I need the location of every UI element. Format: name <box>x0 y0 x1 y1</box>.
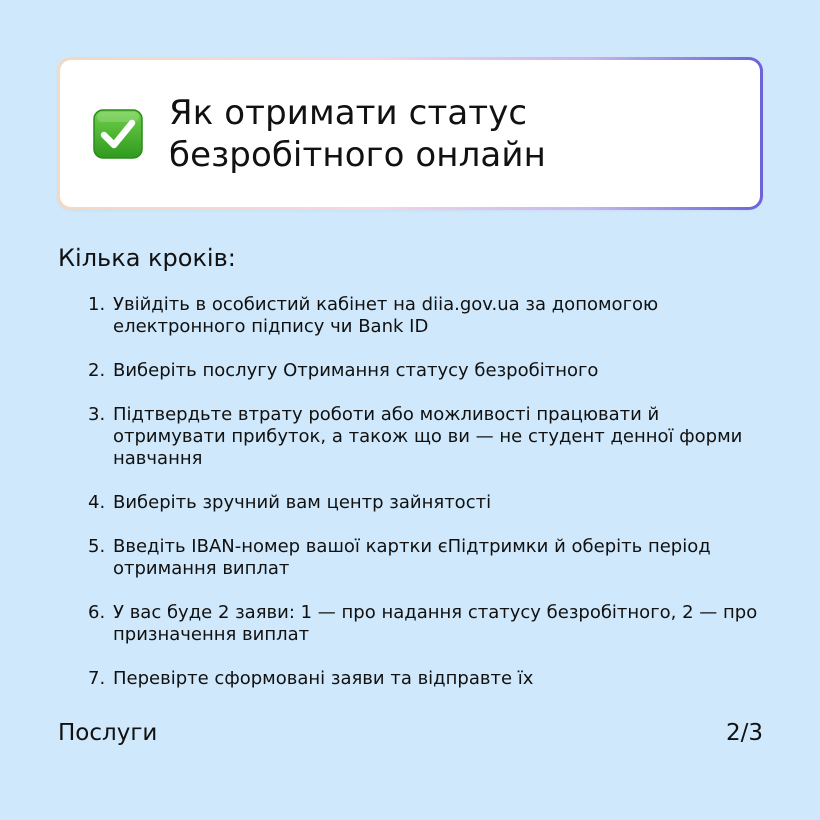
step-text: Підтвердьте втрату роботи або можливості працювати й отримувати прибуток, а також що ви — не студент денної форми навчання <box>113 404 743 469</box>
title-card-inner <box>60 60 760 207</box>
step-text: У вас буде 2 заяви: 1 — про надання статусу безробітного, 2 — про призначення виплат <box>113 602 758 645</box>
step-text: Перевірте сформовані заяви та відправте їх <box>113 668 534 689</box>
step-text: Виберіть зручний вам центр зайнятості <box>113 492 492 513</box>
steps-list <box>88 294 758 712</box>
step-number: 4. <box>88 492 106 513</box>
step-text: Введіть IBAN-номер вашої картки єПідтримки й оберіть період отримання виплат <box>113 536 711 579</box>
page-title-line-2: безробітного онлайн <box>169 134 546 175</box>
steps-subtitle: Кілька кроків: <box>58 244 236 272</box>
list-item <box>88 404 758 470</box>
page-title <box>169 92 589 176</box>
step-number: 3. <box>88 404 106 425</box>
step-number: 1. <box>88 294 106 315</box>
list-item <box>88 492 758 514</box>
list-item <box>88 602 758 646</box>
step-number: 6. <box>88 602 106 623</box>
step-text: Увійдіть в особистий кабінет на diia.gov.ua за допомогою електронного підпису чи Bank ID <box>113 294 659 337</box>
list-item <box>88 536 758 580</box>
step-number: 2. <box>88 360 106 381</box>
step-number: 7. <box>88 668 106 689</box>
footer-section-label: Послуги <box>58 720 158 746</box>
title-card <box>57 57 763 210</box>
list-item <box>88 668 758 690</box>
check-mark-button-icon <box>93 109 143 159</box>
page-counter: 2/3 <box>725 720 763 746</box>
page-title-line-1: Як отримати статус <box>169 92 528 133</box>
list-item <box>88 294 758 338</box>
list-item <box>88 360 758 382</box>
step-number: 5. <box>88 536 106 557</box>
step-text: Виберіть послугу Отримання статусу безробітного <box>113 360 599 381</box>
